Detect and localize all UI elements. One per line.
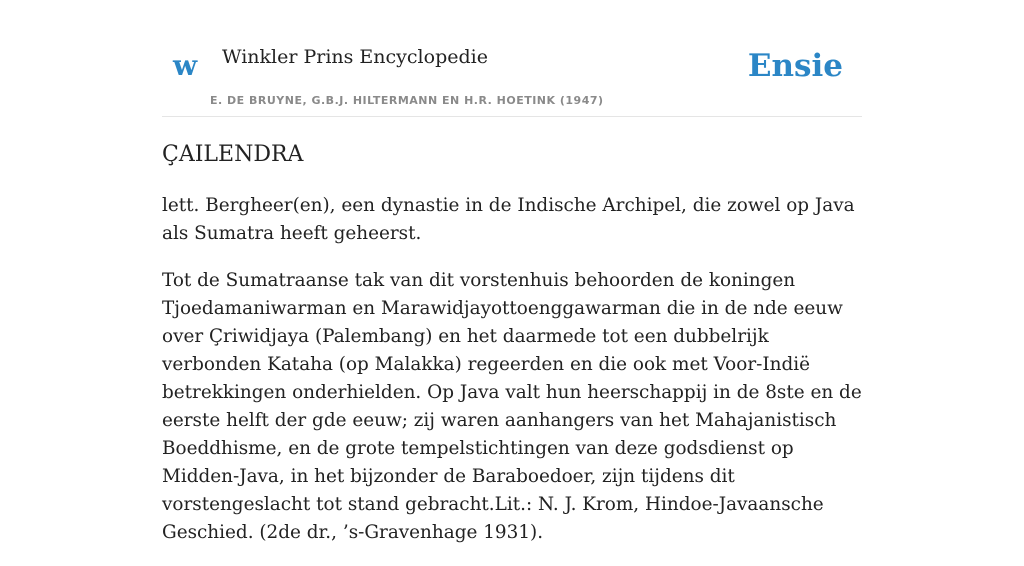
article-paragraph: lett. Bergheer(en), een dynastie in de Indische Archipel, die zowel op Java als Sumatra heeft geheerst. <box>162 195 855 244</box>
site-header <box>162 40 862 117</box>
article-paragraph: Tot de Sumatraanse tak van dit vorstenhuis behoorden de koningen Tjoedamaniwarman en Marawidjayottoenggawarman die in de nde eeuw over Çriwidjaya (Palembang) en het daarmede tot een dubbelrijk verbonden Kataha (op Malakka) regeerden en die ook met Voor-Indië betrekkingen onderhielden. Op Java valt hun heerschappij in de 8ste en de eerste helft der gde eeuw; zij waren aanhangers van het Mahajanistisch Boeddhisme, en de grote tempelstichtingen van deze godsdienst op Midden-Java, in het bijzonder de Baraboedoer, zijn tijdens dit vorstengeslacht tot stand gebracht.Lit.: N. J. Krom, Hindoe-Javaansche Geschied. (2de dr., ’s-Gravenhage 1931). <box>162 270 862 543</box>
article <box>162 138 862 566</box>
ensie-logo-link[interactable]: Ensie <box>747 48 843 84</box>
article-headword: ÇAILENDRA <box>162 142 304 167</box>
winkler-prins-logo[interactable]: w <box>173 49 198 82</box>
encyclopedia-authors: E. DE BRUYNE, G.B.J. HILTERMANN EN H.R. HOETINK (1947) <box>210 94 604 107</box>
encyclopedia-title[interactable]: Winkler Prins Encyclopedie <box>222 46 488 68</box>
